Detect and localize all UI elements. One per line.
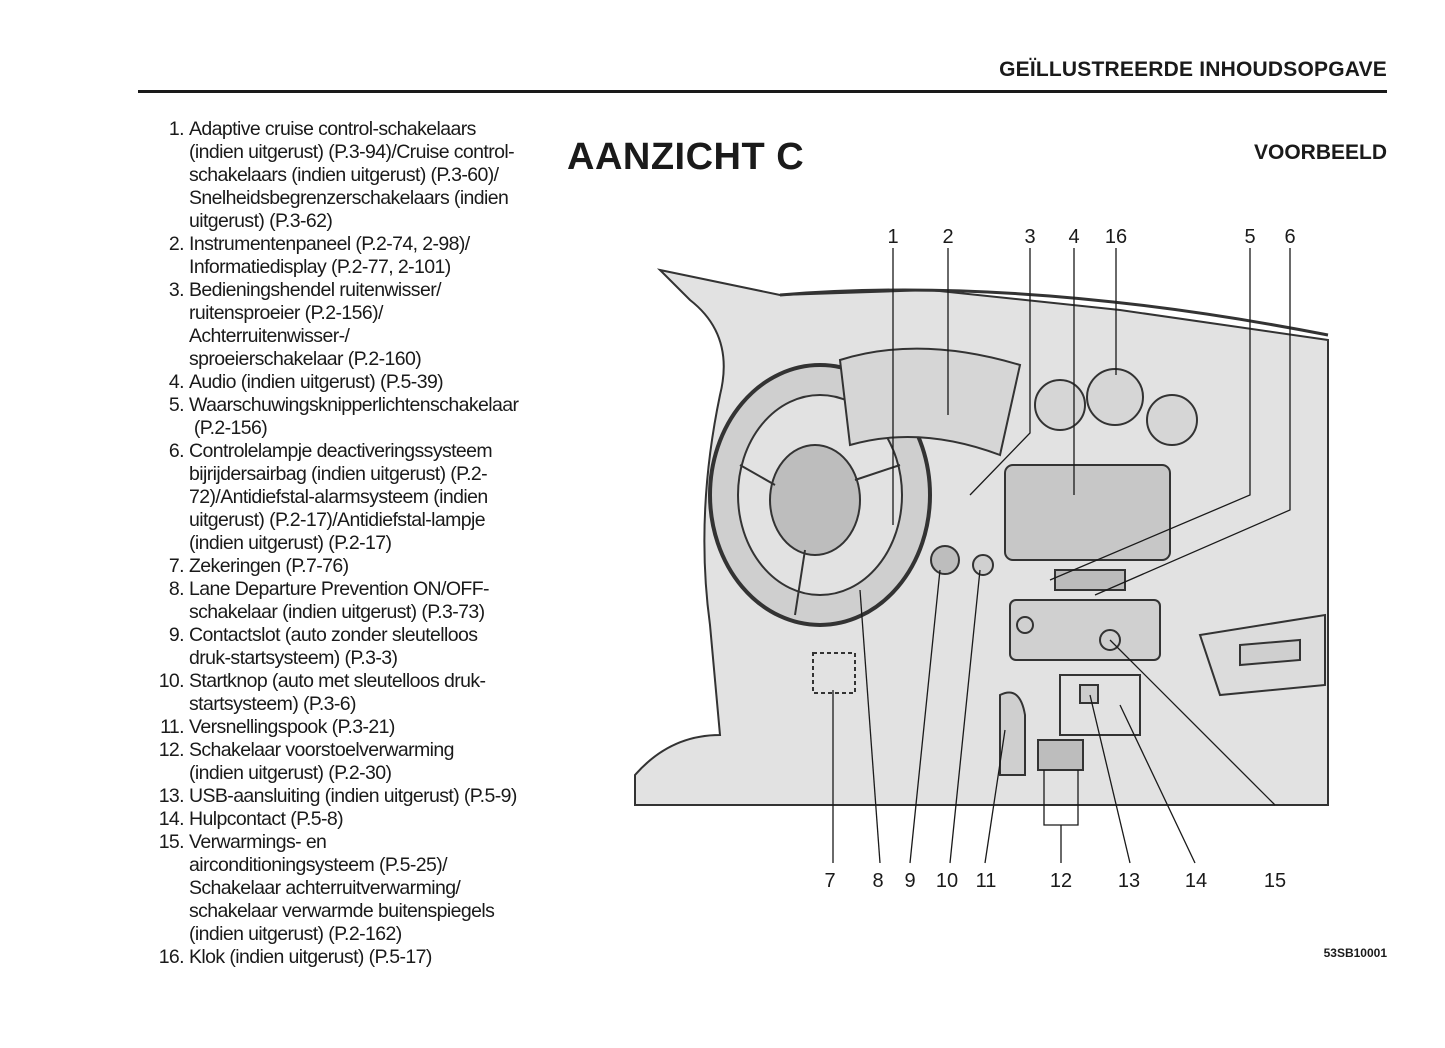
list-item-line: Adaptive cruise control-schakelaars bbox=[189, 118, 476, 140]
callout-number: 8 bbox=[872, 870, 884, 892]
header-title: GEÏLLUSTREERDE INHOUDSOPGAVE bbox=[999, 58, 1387, 81]
list-item-line: Startknop (auto met sleutelloos druk- bbox=[189, 670, 486, 692]
list-item-line: bijrijdersairbag (indien uitgerust) (P.2- bbox=[189, 463, 488, 485]
list-item-number: 6. bbox=[168, 440, 184, 462]
list-item-number: 4. bbox=[168, 371, 184, 393]
callout-number: 9 bbox=[904, 870, 916, 892]
callout-number: 3 bbox=[1024, 226, 1036, 248]
list-item-line: Contactslot (auto zonder sleutelloos bbox=[189, 624, 478, 646]
list-item-text bbox=[189, 578, 550, 624]
list-item-line: Lane Departure Prevention ON/OFF- bbox=[189, 578, 489, 600]
list-item bbox=[140, 831, 550, 946]
list-item-text bbox=[189, 831, 550, 946]
list-item-line: druk-startsysteem) (P.3-3) bbox=[189, 647, 398, 669]
list-item-line: (indien uitgerust) (P.2-162) bbox=[189, 923, 402, 945]
list-item bbox=[140, 670, 550, 716]
list-item-number: 7. bbox=[168, 555, 184, 577]
list-item-number: 15. bbox=[158, 831, 184, 853]
list-item-text bbox=[189, 233, 550, 279]
list-item-line: Schakelaar voorstoelverwarming bbox=[189, 739, 454, 761]
list-item bbox=[140, 624, 550, 670]
list-item-line: schakelaars (indien uitgerust) (P.3-60)/ bbox=[189, 164, 499, 186]
example-label: VOORBEELD bbox=[1253, 141, 1387, 164]
dashboard-illustration bbox=[600, 215, 1340, 905]
list-item-line: Klok (indien uitgerust) (P.5-17) bbox=[189, 946, 432, 968]
list-item-number: 11. bbox=[160, 716, 184, 738]
list-item-text bbox=[189, 371, 550, 394]
list-item-number: 9. bbox=[168, 624, 184, 646]
instrument-cluster bbox=[840, 349, 1020, 455]
seat-heater-switches bbox=[1038, 740, 1083, 770]
list-item-line: Waarschuwingsknipperlichtenschakelaar bbox=[189, 394, 519, 416]
list-item bbox=[140, 808, 550, 831]
clock-gauge-center bbox=[1087, 369, 1143, 425]
list-item bbox=[140, 946, 550, 969]
steering-hub bbox=[770, 445, 860, 555]
list-item-number: 10. bbox=[158, 670, 184, 692]
list-item-line: Zekeringen (P.7-76) bbox=[189, 555, 349, 577]
callout-number: 1 bbox=[887, 226, 899, 248]
list-item-line: (indien uitgerust) (P.2-30) bbox=[189, 762, 392, 784]
view-title: AANZICHT C bbox=[567, 136, 805, 178]
list-item-line: startsysteem) (P.3-6) bbox=[189, 693, 356, 715]
callout-number: 16 bbox=[1104, 226, 1128, 248]
component-list bbox=[140, 118, 550, 969]
list-item-text bbox=[189, 716, 550, 739]
list-item-number: 14. bbox=[158, 808, 184, 830]
list-item-text bbox=[189, 808, 550, 831]
list-item bbox=[140, 785, 550, 808]
start-button bbox=[931, 546, 959, 574]
list-item-text bbox=[189, 946, 550, 969]
list-item-line: ruitensproeier (P.2-156)/ bbox=[189, 302, 383, 324]
list-item-text bbox=[189, 739, 550, 785]
list-item-line: airconditioningsysteem (P.5-25)/ bbox=[189, 854, 447, 876]
list-item-line: (indien uitgerust) (P.3-94)/Cruise control- bbox=[189, 141, 514, 163]
bottom-callouts bbox=[824, 870, 1286, 892]
list-item-line: (P.2-156) bbox=[189, 417, 268, 439]
list-item-line: Audio (indien uitgerust) (P.5-39) bbox=[189, 371, 444, 393]
list-item bbox=[140, 279, 550, 371]
list-item bbox=[140, 440, 550, 555]
list-item-number: 2. bbox=[168, 233, 184, 255]
list-item-text bbox=[189, 279, 550, 371]
list-item-line: schakelaar (indien uitgerust) (P.3-73) bbox=[189, 601, 485, 623]
list-item-text bbox=[189, 394, 550, 440]
callout-number: 6 bbox=[1284, 226, 1296, 248]
header-rule bbox=[138, 90, 1387, 93]
list-item bbox=[140, 233, 550, 279]
list-item-line: (indien uitgerust) (P.2-17) bbox=[189, 532, 392, 554]
list-item-line: Schakelaar achterruitverwarming/ bbox=[189, 877, 461, 899]
list-item-line: Informatiedisplay (P.2-77, 2-101) bbox=[189, 256, 451, 278]
figure-code: 53SB10001 bbox=[1323, 946, 1387, 960]
list-item-number: 16. bbox=[158, 946, 184, 968]
callout-number: 11 bbox=[975, 870, 997, 892]
list-item-number: 13. bbox=[158, 785, 184, 807]
list-item bbox=[140, 739, 550, 785]
list-item-text bbox=[189, 118, 550, 233]
list-item bbox=[140, 118, 550, 233]
list-item bbox=[140, 394, 550, 440]
list-item-line: Versnellingspook (P.3-21) bbox=[189, 716, 395, 738]
list-item-text bbox=[189, 670, 550, 716]
climate-panel bbox=[1010, 600, 1160, 660]
list-item-line: Controlelampje deactiveringssysteem bbox=[189, 440, 493, 462]
list-item-line: Verwarmings- en bbox=[189, 831, 327, 853]
list-item-line: Snelheidsbegrenzerschakelaars (indien bbox=[189, 187, 509, 209]
list-item-number: 12. bbox=[158, 739, 184, 761]
list-item-line: Instrumentenpaneel (P.2-74, 2-98)/ bbox=[189, 233, 470, 255]
list-item-line: USB-aansluiting (indien uitgerust) (P.5-9) bbox=[189, 785, 517, 807]
list-item bbox=[140, 716, 550, 739]
list-item-line: uitgerust) (P.2-17)/Antidiefstal-lampje bbox=[189, 509, 485, 531]
list-item bbox=[140, 578, 550, 624]
callout-number: 5 bbox=[1244, 226, 1256, 248]
clock-gauge-left bbox=[1035, 380, 1085, 430]
list-item-number: 8. bbox=[168, 578, 184, 600]
list-item-number: 1. bbox=[168, 118, 184, 140]
list-item bbox=[140, 371, 550, 394]
callout-number: 7 bbox=[824, 870, 836, 892]
list-item-text bbox=[189, 440, 550, 555]
callout-number: 10 bbox=[935, 870, 959, 892]
callout-number: 14 bbox=[1184, 870, 1208, 892]
center-display bbox=[1005, 465, 1170, 560]
callout-number: 13 bbox=[1117, 870, 1141, 892]
callout-number: 4 bbox=[1068, 226, 1080, 248]
list-item-line: schakelaar verwarmde buitenspiegels bbox=[189, 900, 495, 922]
list-item bbox=[140, 555, 550, 578]
list-item-text bbox=[189, 624, 550, 670]
list-item-line: uitgerust) (P.3-62) bbox=[189, 210, 333, 232]
list-item-text bbox=[189, 555, 550, 578]
top-callouts bbox=[887, 226, 1295, 248]
list-item-line: Hulpcontact (P.5-8) bbox=[189, 808, 344, 830]
callout-number: 2 bbox=[942, 226, 954, 248]
list-item-text bbox=[189, 785, 550, 808]
list-item-number: 5. bbox=[168, 394, 184, 416]
clock-gauge-right bbox=[1147, 395, 1197, 445]
usb-port bbox=[1080, 685, 1098, 703]
callout-number: 15 bbox=[1263, 870, 1287, 892]
list-item-number: 3. bbox=[168, 279, 184, 301]
list-item-line: 72)/Antidiefstal-alarmsysteem (indien bbox=[189, 486, 488, 508]
list-item-line: Achterruitenwisser-/ bbox=[189, 325, 350, 347]
callout-number: 12 bbox=[1049, 870, 1073, 892]
list-item-line: sproeierschakelaar (P.2-160) bbox=[189, 348, 422, 370]
list-item-line: Bedieningshendel ruitenwisser/ bbox=[189, 279, 441, 301]
gear-shift bbox=[1000, 693, 1025, 776]
